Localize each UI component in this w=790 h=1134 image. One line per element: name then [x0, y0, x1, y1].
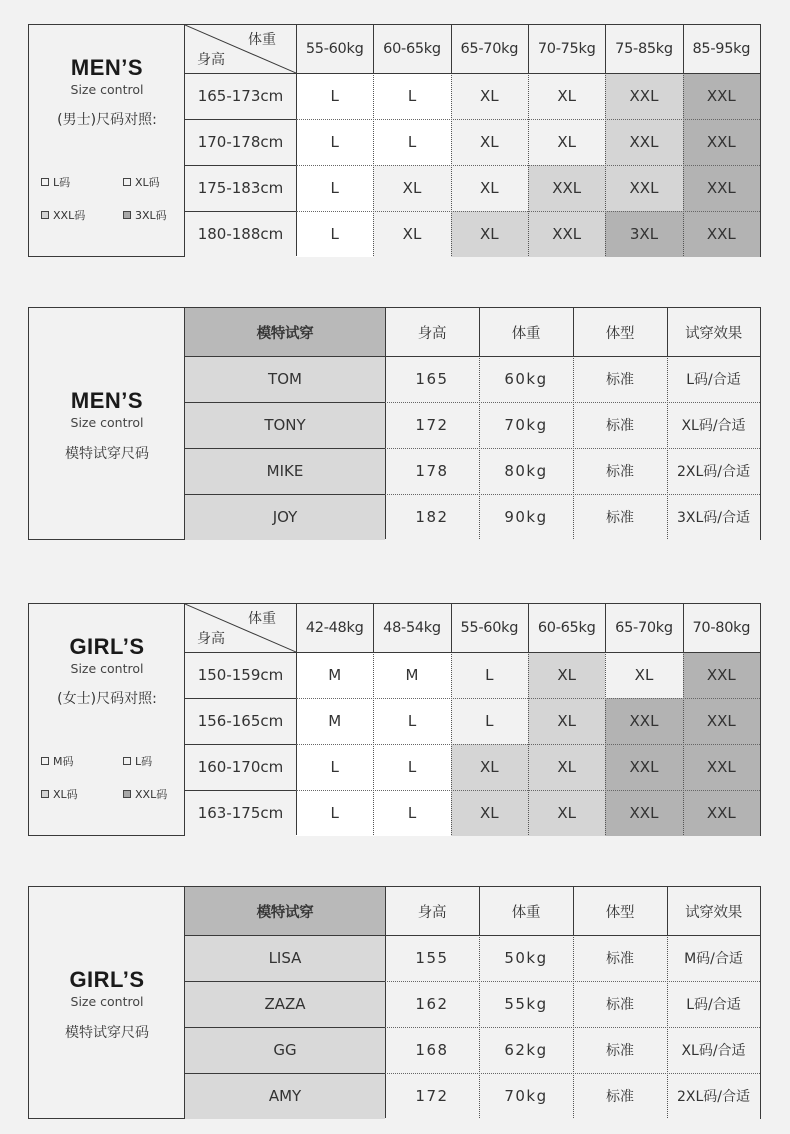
- mens-size-cell: L: [373, 119, 450, 165]
- girls-weight-header: 65-70kg: [605, 604, 682, 652]
- mens-size-cell: XXL: [683, 73, 760, 119]
- mens-model-table: [185, 308, 760, 539]
- mens-model-name-cell: TOM: [185, 356, 385, 402]
- mens-height-cell: 165-173cm: [185, 73, 296, 119]
- mens-weight-header: 75-85kg: [605, 25, 682, 73]
- mens-size-cell: XXL: [605, 119, 682, 165]
- mens-size-cell: XL: [451, 165, 528, 211]
- mens-size-label: (男士)尺码对照:: [57, 112, 157, 128]
- girls-model-body-cell: 标准: [573, 1027, 667, 1073]
- mens-size-cell: XXL: [605, 73, 682, 119]
- girls-model-body-cell: 标准: [573, 935, 667, 981]
- girls-divider: [296, 698, 760, 699]
- legend-swatch-icon: [41, 211, 49, 219]
- mens-model-name-cell: MIKE: [185, 448, 385, 494]
- girls-corner-header: [185, 604, 296, 652]
- girls-divider: [451, 604, 452, 652]
- mens-height-cell: 175-183cm: [185, 165, 296, 211]
- mens-size-cell: XL: [528, 119, 605, 165]
- mens-model-subtitle: Size control: [70, 415, 144, 430]
- legend-swatch-icon: [41, 790, 49, 798]
- girls-size-cell: M: [373, 652, 450, 698]
- girls-size-cell: XXL: [605, 698, 682, 744]
- girls-size-cell: XL: [605, 652, 682, 698]
- legend-item-3xl: 3XL码: [123, 207, 167, 223]
- girls-weight-header: 60-65kg: [528, 604, 605, 652]
- legend-item-xl: XL码: [41, 786, 78, 802]
- girls-model-divider: [385, 887, 386, 935]
- girls-weight-header: 42-48kg: [296, 604, 373, 652]
- girls-model-divider: [385, 981, 760, 982]
- mens-size-chart: [28, 24, 761, 257]
- girls-model-divider: [185, 1073, 385, 1074]
- girls-size-cell: XL: [528, 744, 605, 790]
- mens-divider: [296, 119, 760, 120]
- mens-size-cell: XXL: [683, 119, 760, 165]
- girls-height-cell: 156-165cm: [185, 698, 296, 744]
- mens-model-effect-cell: XL码/合适: [667, 402, 760, 448]
- mens-model-height-cell: 182: [385, 494, 479, 540]
- girls-model-weight-cell: 55kg: [479, 981, 573, 1027]
- mens-model-divider: [385, 448, 760, 449]
- girls-height-cell: 163-175cm: [185, 790, 296, 836]
- legend-item-m: M码: [41, 753, 74, 769]
- girls-model-label: 模特试穿尺码: [65, 1025, 149, 1041]
- girls-model-height-cell: 162: [385, 981, 479, 1027]
- girls-size-side-panel: [29, 604, 185, 835]
- girls-weight-header: 48-54kg: [373, 604, 450, 652]
- mens-model-label: 模特试穿尺码: [65, 446, 149, 462]
- mens-model-header-cell: 身高: [385, 308, 479, 356]
- girls-model-divider: [385, 1073, 760, 1074]
- girls-divider: [528, 604, 529, 652]
- mens-divider: [605, 25, 606, 73]
- mens-model-header-cell: 体型: [573, 308, 667, 356]
- girls-divider: [185, 790, 296, 791]
- mens-size-cell: XXL: [683, 165, 760, 211]
- girls-divider: [296, 604, 297, 835]
- girls-height-cell: 160-170cm: [185, 744, 296, 790]
- girls-size-table: [185, 604, 760, 835]
- mens-model-header-cell: 模特试穿: [185, 308, 385, 356]
- mens-size-cell: XL: [451, 119, 528, 165]
- mens-divider: [296, 25, 297, 256]
- mens-model-weight-cell: 90kg: [479, 494, 573, 540]
- girls-divider: [683, 604, 684, 652]
- girls-size-cell: XL: [528, 698, 605, 744]
- mens-size-cell: 3XL: [605, 211, 682, 257]
- mens-model-divider: [185, 494, 385, 495]
- girls-title: GIRL’S: [69, 634, 145, 659]
- girls-size-cell: XL: [451, 744, 528, 790]
- mens-subtitle: Size control: [70, 82, 144, 97]
- girls-model-side-panel: [29, 887, 185, 1118]
- mens-model-weight-cell: 70kg: [479, 402, 573, 448]
- mens-size-cell: XL: [451, 73, 528, 119]
- mens-weight-header: 65-70kg: [451, 25, 528, 73]
- girls-size-chart: [28, 603, 761, 836]
- girls-size-cell: L: [296, 744, 373, 790]
- mens-model-divider: [185, 402, 385, 403]
- girls-model-chart: [28, 886, 761, 1119]
- mens-divider: [296, 165, 760, 166]
- girls-size-cell: M: [296, 698, 373, 744]
- legend-swatch-icon: [123, 211, 131, 219]
- mens-weight-header: 85-95kg: [683, 25, 760, 73]
- mens-size-cell: XL: [451, 211, 528, 257]
- mens-model-body-cell: 标准: [573, 448, 667, 494]
- mens-size-cell: XXL: [605, 165, 682, 211]
- girls-model-divider: [185, 935, 760, 936]
- girls-model-body-cell: 标准: [573, 1073, 667, 1119]
- girls-model-subtitle: Size control: [70, 994, 144, 1009]
- mens-size-table: [185, 25, 760, 256]
- mens-size-cell: L: [373, 73, 450, 119]
- mens-model-height-cell: 172: [385, 402, 479, 448]
- girls-model-header-cell: 身高: [385, 887, 479, 935]
- girls-size-cell: XXL: [683, 698, 760, 744]
- girls-model-height-cell: 155: [385, 935, 479, 981]
- legend-item-xxl: XXL码: [123, 786, 167, 802]
- mens-size-cell: L: [296, 73, 373, 119]
- girls-model-divider: [185, 1027, 385, 1028]
- mens-model-height-cell: 165: [385, 356, 479, 402]
- girls-model-name-cell: ZAZA: [185, 981, 385, 1027]
- legend-swatch-icon: [123, 178, 131, 186]
- girls-size-cell: L: [296, 790, 373, 836]
- girls-weight-header: 70-80kg: [683, 604, 760, 652]
- mens-model-height-cell: 178: [385, 448, 479, 494]
- girls-model-divider: [185, 981, 385, 982]
- legend-item-xxl: XXL码: [41, 207, 85, 223]
- mens-divider: [373, 25, 374, 73]
- girls-size-cell: L: [373, 790, 450, 836]
- girls-model-name-cell: LISA: [185, 935, 385, 981]
- mens-corner-height: 身高: [197, 52, 225, 68]
- girls-size-cell: XL: [528, 652, 605, 698]
- mens-model-divider: [667, 308, 668, 356]
- girls-model-table: [185, 887, 760, 1118]
- mens-model-body-cell: 标准: [573, 494, 667, 540]
- girls-model-divider: [385, 1027, 760, 1028]
- mens-height-cell: 170-178cm: [185, 119, 296, 165]
- legend-item-l: L码: [41, 174, 70, 190]
- mens-model-divider: [185, 448, 385, 449]
- mens-corner-weight: 体重: [248, 32, 276, 48]
- mens-model-body-cell: 标准: [573, 402, 667, 448]
- girls-size-cell: XXL: [605, 790, 682, 836]
- mens-divider: [296, 211, 760, 212]
- legend-swatch-icon: [41, 757, 49, 765]
- mens-model-divider: [185, 356, 760, 357]
- girls-model-effect-cell: L码/合适: [667, 981, 760, 1027]
- girls-divider: [605, 604, 606, 652]
- girls-divider: [296, 744, 760, 745]
- mens-model-divider: [385, 308, 386, 356]
- legend-swatch-icon: [123, 757, 131, 765]
- mens-divider: [683, 25, 684, 73]
- mens-model-weight-cell: 80kg: [479, 448, 573, 494]
- girls-corner-weight: 体重: [248, 611, 276, 627]
- girls-model-effect-cell: M码/合适: [667, 935, 760, 981]
- mens-size-cell: XL: [373, 165, 450, 211]
- girls-size-cell: L: [373, 744, 450, 790]
- girls-size-label: (女士)尺码对照:: [57, 691, 157, 707]
- mens-title: MEN’S: [70, 55, 144, 80]
- girls-size-cell: L: [451, 698, 528, 744]
- mens-size-cell: L: [296, 211, 373, 257]
- girls-model-weight-cell: 70kg: [479, 1073, 573, 1119]
- girls-corner-height: 身高: [197, 631, 225, 647]
- mens-size-side-panel: [29, 25, 185, 256]
- mens-divider: [185, 211, 296, 212]
- girls-model-weight-cell: 62kg: [479, 1027, 573, 1073]
- mens-model-chart: [28, 307, 761, 540]
- girls-height-cell: 150-159cm: [185, 652, 296, 698]
- mens-model-effect-cell: 2XL码/合适: [667, 448, 760, 494]
- mens-model-name-cell: JOY: [185, 494, 385, 540]
- girls-model-weight-cell: 50kg: [479, 935, 573, 981]
- girls-divider: [185, 744, 296, 745]
- mens-size-cell: L: [296, 165, 373, 211]
- girls-model-divider: [667, 887, 668, 935]
- girls-size-cell: M: [296, 652, 373, 698]
- mens-weight-header: 55-60kg: [296, 25, 373, 73]
- legend-item-xl: XL码: [123, 174, 160, 190]
- mens-weight-header: 70-75kg: [528, 25, 605, 73]
- mens-model-name-cell: TONY: [185, 402, 385, 448]
- mens-model-effect-cell: 3XL码/合适: [667, 494, 760, 540]
- mens-model-body-cell: 标准: [573, 356, 667, 402]
- girls-divider: [185, 652, 760, 653]
- mens-corner-header: [185, 25, 296, 73]
- girls-size-cell: XL: [528, 790, 605, 836]
- girls-model-name-cell: AMY: [185, 1073, 385, 1119]
- girls-divider: [296, 790, 760, 791]
- mens-size-cell: XL: [373, 211, 450, 257]
- girls-model-header-cell: 体重: [479, 887, 573, 935]
- girls-size-cell: L: [373, 698, 450, 744]
- mens-divider: [451, 25, 452, 73]
- girls-size-cell: XXL: [683, 790, 760, 836]
- girls-size-cell: XXL: [683, 744, 760, 790]
- girls-model-height-cell: 168: [385, 1027, 479, 1073]
- mens-divider: [185, 73, 760, 74]
- girls-model-effect-cell: 2XL码/合适: [667, 1073, 760, 1119]
- mens-height-cell: 180-188cm: [185, 211, 296, 257]
- legend-swatch-icon: [123, 790, 131, 798]
- mens-model-header-cell: 体重: [479, 308, 573, 356]
- mens-size-cell: L: [296, 119, 373, 165]
- girls-model-name-cell: GG: [185, 1027, 385, 1073]
- mens-model-side-panel: [29, 308, 185, 539]
- mens-size-cell: XL: [528, 73, 605, 119]
- girls-size-cell: L: [451, 652, 528, 698]
- girls-model-body-cell: 标准: [573, 981, 667, 1027]
- girls-divider: [373, 604, 374, 652]
- mens-model-header-cell: 试穿效果: [667, 308, 760, 356]
- legend-item-l: L码: [123, 753, 152, 769]
- girls-model-title: GIRL’S: [69, 967, 145, 992]
- legend-swatch-icon: [41, 178, 49, 186]
- girls-model-header-cell: 试穿效果: [667, 887, 760, 935]
- girls-subtitle: Size control: [70, 661, 144, 676]
- mens-divider: [185, 165, 296, 166]
- girls-size-cell: XL: [451, 790, 528, 836]
- mens-model-divider: [573, 308, 574, 356]
- girls-model-effect-cell: XL码/合适: [667, 1027, 760, 1073]
- girls-model-header-cell: 体型: [573, 887, 667, 935]
- mens-model-divider: [385, 494, 760, 495]
- girls-divider: [185, 698, 296, 699]
- mens-weight-header: 60-65kg: [373, 25, 450, 73]
- mens-divider: [528, 25, 529, 73]
- girls-size-cell: XXL: [683, 652, 760, 698]
- mens-model-effect-cell: L码/合适: [667, 356, 760, 402]
- mens-size-cell: XXL: [528, 211, 605, 257]
- girls-size-cell: XXL: [605, 744, 682, 790]
- mens-divider: [185, 119, 296, 120]
- girls-weight-header: 55-60kg: [451, 604, 528, 652]
- mens-model-title: MEN’S: [70, 388, 144, 413]
- mens-model-divider: [385, 402, 760, 403]
- mens-size-cell: XXL: [683, 211, 760, 257]
- girls-model-divider: [573, 887, 574, 935]
- mens-size-cell: XXL: [528, 165, 605, 211]
- girls-model-divider: [479, 887, 480, 935]
- mens-model-weight-cell: 60kg: [479, 356, 573, 402]
- mens-model-divider: [479, 308, 480, 356]
- girls-model-height-cell: 172: [385, 1073, 479, 1119]
- girls-model-header-cell: 模特试穿: [185, 887, 385, 935]
